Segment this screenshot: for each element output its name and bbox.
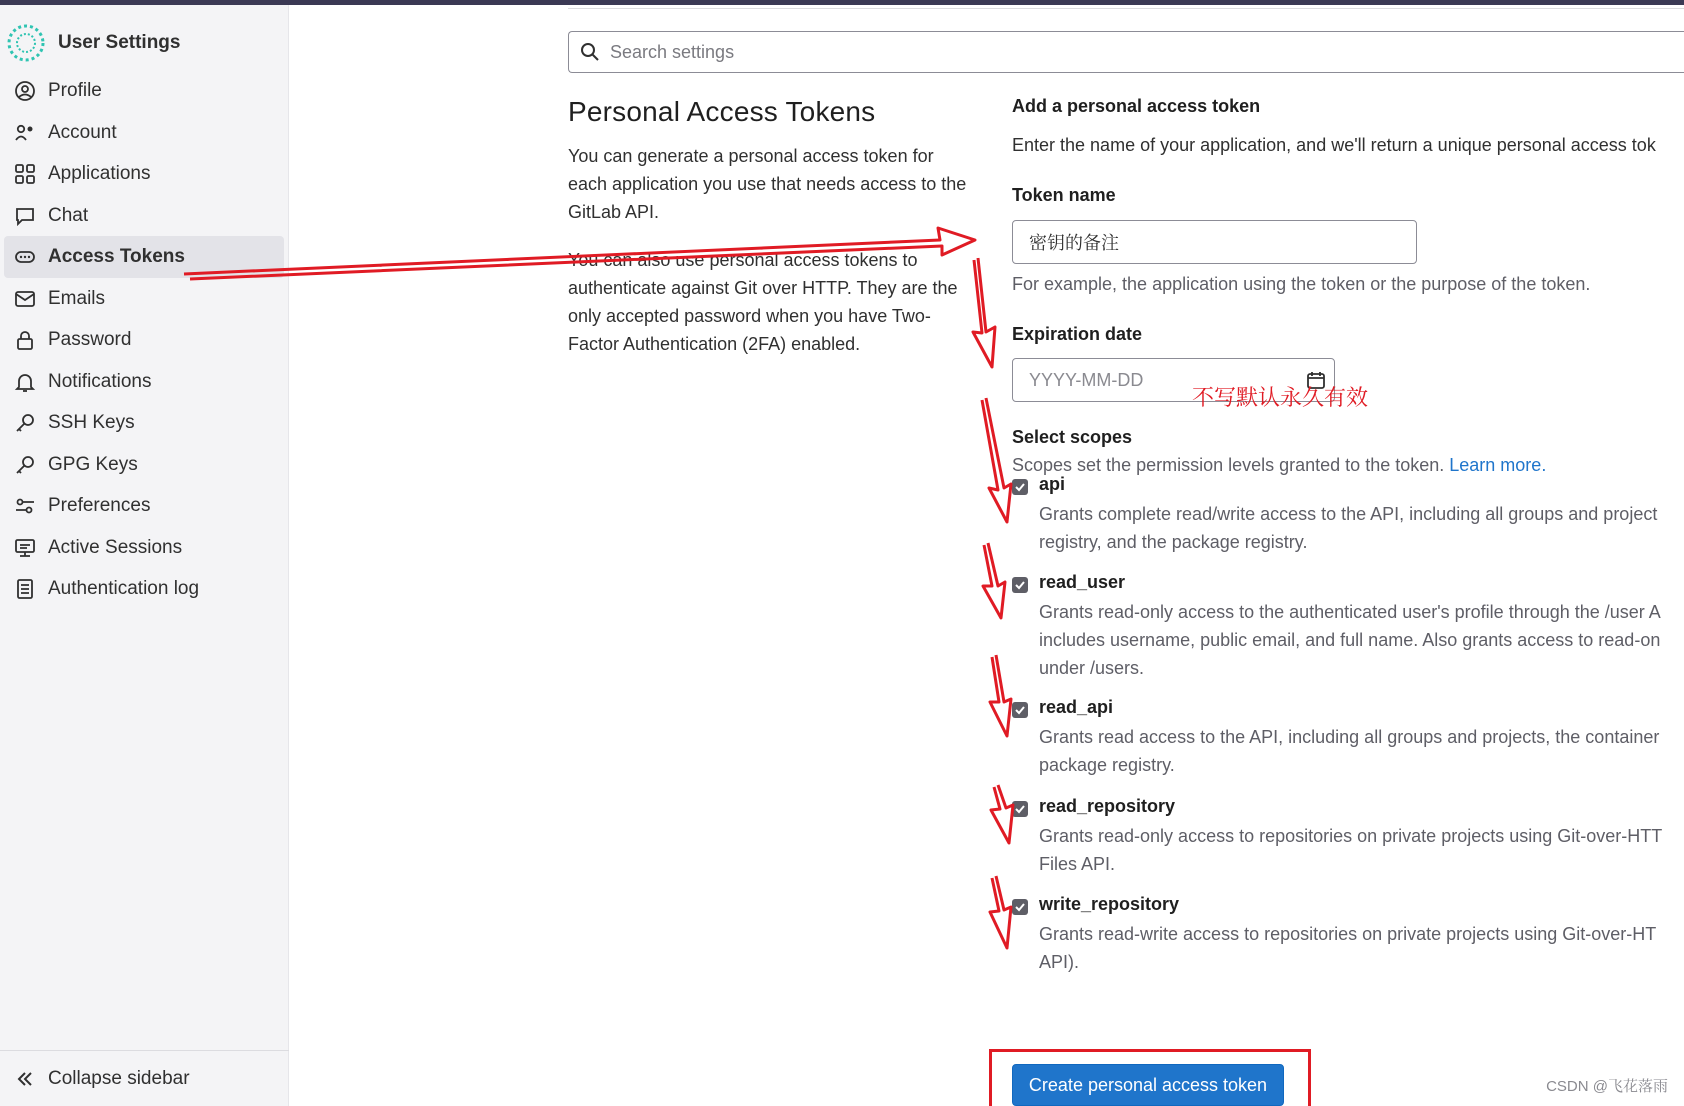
scope-checkbox-read-api[interactable]	[1012, 702, 1028, 718]
scope-name[interactable]: read_api	[1039, 697, 1114, 717]
double-chevron-left-icon	[14, 1068, 36, 1090]
sidebar-item-label: Profile	[48, 80, 102, 101]
scope-description	[1039, 822, 1679, 878]
search-icon	[580, 42, 600, 62]
sidebar-title: User Settings	[58, 32, 181, 53]
form-description: Enter the name of your application, and we'll return a unique personal access tok	[1012, 135, 1656, 155]
scope-description	[1039, 723, 1679, 779]
sidebar-item-label: Account	[48, 121, 117, 143]
profile-icon	[14, 80, 36, 102]
scope-description-line: Grants complete read/write access to the API, including all groups and project	[1039, 504, 1658, 524]
checkmark-icon	[1014, 704, 1026, 716]
sidebar-item-ssh-keys[interactable]	[4, 402, 284, 444]
sidebar-item-chat[interactable]	[4, 195, 284, 237]
collapse-sidebar-label: Collapse sidebar	[48, 1067, 190, 1089]
scope-checkbox-write-repository[interactable]	[1012, 899, 1028, 915]
search-input[interactable]	[608, 41, 1612, 64]
scope-description-line: Grants read-only access to repositories on private projects using Git-over-HTT	[1039, 826, 1663, 846]
sidebar-item-gpg-keys[interactable]	[4, 444, 284, 486]
sidebar-item-authentication-log[interactable]	[4, 568, 284, 610]
sidebar-item-label: Authentication log	[48, 578, 200, 599]
sidebar-item-label: Notifications	[48, 370, 152, 392]
sidebar-item-label: Active Sessions	[48, 536, 183, 558]
annotation-arrow-3	[983, 543, 1005, 618]
bell-icon	[14, 371, 36, 393]
settings-sidebar	[0, 5, 289, 1106]
content-top-divider	[568, 8, 1684, 9]
create-token-button[interactable]: Create personal access token	[1012, 1064, 1284, 1106]
lock-icon	[14, 329, 36, 351]
settings-search[interactable]	[568, 31, 1684, 73]
token-name-label: Token name	[1012, 185, 1116, 205]
expiration-date-label: Expiration date	[1012, 324, 1143, 344]
tokens-intro	[568, 96, 973, 378]
key-icon	[14, 412, 36, 434]
sidebar-item-emails[interactable]	[4, 278, 284, 320]
mail-icon	[14, 288, 36, 310]
form-heading: Add a personal access token	[1012, 96, 1261, 116]
applications-icon	[14, 163, 36, 185]
scope-name[interactable]: write_repository	[1039, 894, 1180, 914]
scope-description	[1039, 500, 1679, 556]
page-title: Personal Access Tokens	[568, 96, 876, 127]
sidebar-item-applications[interactable]	[4, 153, 284, 195]
collapse-sidebar-button[interactable]	[0, 1050, 289, 1106]
token-icon	[14, 246, 36, 268]
scope-description-line: Grants read-only access to the authenticated user's profile through the /user A	[1039, 602, 1661, 622]
intro-paragraph-1: You can generate a personal access token for each application you use that needs access to the GitLab API.	[568, 146, 967, 222]
monitor-icon	[14, 537, 36, 559]
select-scopes-label: Select scopes	[1012, 427, 1133, 447]
expiration-date-placeholder: YYYY-MM-DD	[1029, 369, 1144, 390]
scope-description-line: Grants read-write access to repositories on private projects using Git-over-HT	[1039, 924, 1657, 944]
account-icon	[14, 122, 36, 144]
watermark: CSDN @飞花落雨	[1546, 1078, 1668, 1095]
sidebar-item-label: GPG Keys	[48, 453, 138, 475]
scope-description	[1039, 598, 1679, 682]
scope-description-line: Files API.	[1039, 854, 1116, 874]
annotation-arrow-1	[973, 258, 995, 367]
scope-checkbox-api[interactable]	[1012, 479, 1028, 495]
annotation-arrow-6	[990, 876, 1011, 948]
learn-more-link[interactable]: Learn more.	[1449, 455, 1547, 475]
scopes-help	[1012, 455, 1546, 476]
annotation-arrow-2	[982, 398, 1011, 522]
sidebar-item-password[interactable]	[4, 319, 284, 361]
scope-name[interactable]: read_user	[1039, 572, 1126, 592]
scope-description-line: Grants read access to the API, including all groups and projects, the container	[1039, 727, 1660, 747]
annotation-arrow-5	[991, 785, 1013, 843]
token-name-value: 密钥的备注	[1029, 233, 1119, 253]
annotation-note: 不写默认永久有效	[1192, 386, 1369, 411]
key-icon	[14, 454, 36, 476]
scopes-help-text: Scopes set the permission levels granted to the token.	[1012, 455, 1445, 475]
chat-icon	[14, 205, 36, 227]
sidebar-item-label: Emails	[48, 287, 106, 309]
scope-name[interactable]: api	[1039, 474, 1066, 494]
user-avatar-icon	[4, 21, 48, 65]
sidebar-item-label: Password	[48, 329, 132, 350]
sidebar-item-notifications[interactable]	[4, 361, 284, 403]
scope-description-line: includes username, public email, and full name. Also grants access to read-on	[1039, 630, 1661, 650]
sidebar-header[interactable]	[0, 21, 289, 65]
token-name-help: For example, the application using the token or the purpose of the token.	[1012, 274, 1591, 294]
scope-description-line: registry, and the package registry.	[1039, 532, 1308, 552]
scope-description	[1039, 920, 1679, 976]
checkmark-icon	[1014, 579, 1026, 591]
checkmark-icon	[1014, 901, 1026, 913]
sidebar-item-profile[interactable]	[4, 70, 284, 112]
sidebar-item-label: SSH Keys	[48, 412, 135, 433]
checkmark-icon	[1014, 803, 1026, 815]
sidebar-item-label: Chat	[48, 204, 89, 226]
scope-name[interactable]: read_repository	[1039, 796, 1176, 816]
scope-checkbox-read-user[interactable]	[1012, 577, 1028, 593]
sidebar-item-active-sessions[interactable]	[4, 527, 284, 569]
token-name-input[interactable]	[1012, 220, 1417, 264]
scope-description-line: API).	[1039, 952, 1080, 972]
intro-paragraph-2: You can also use personal access tokens to authenticate against Git over HTTP. They are the only accepted password when you have Two-Factor Authentication (2FA) enabled.	[568, 250, 958, 354]
sidebar-item-label: Access Tokens	[48, 246, 185, 267]
scope-checkbox-read-repository[interactable]	[1012, 801, 1028, 817]
sidebar-item-preferences[interactable]	[4, 485, 284, 527]
scope-description-line: under /users.	[1039, 658, 1145, 678]
sidebar-item-label: Applications	[48, 163, 151, 184]
sidebar-item-label: Preferences	[48, 495, 151, 516]
scope-description-line: package registry.	[1039, 755, 1175, 775]
checkmark-icon	[1014, 481, 1026, 493]
log-icon	[14, 578, 36, 600]
preferences-icon	[14, 495, 36, 517]
sidebar-item-account[interactable]	[4, 112, 284, 154]
annotation-arrow-4	[990, 655, 1011, 736]
sidebar-item-access-tokens[interactable]	[4, 236, 284, 278]
